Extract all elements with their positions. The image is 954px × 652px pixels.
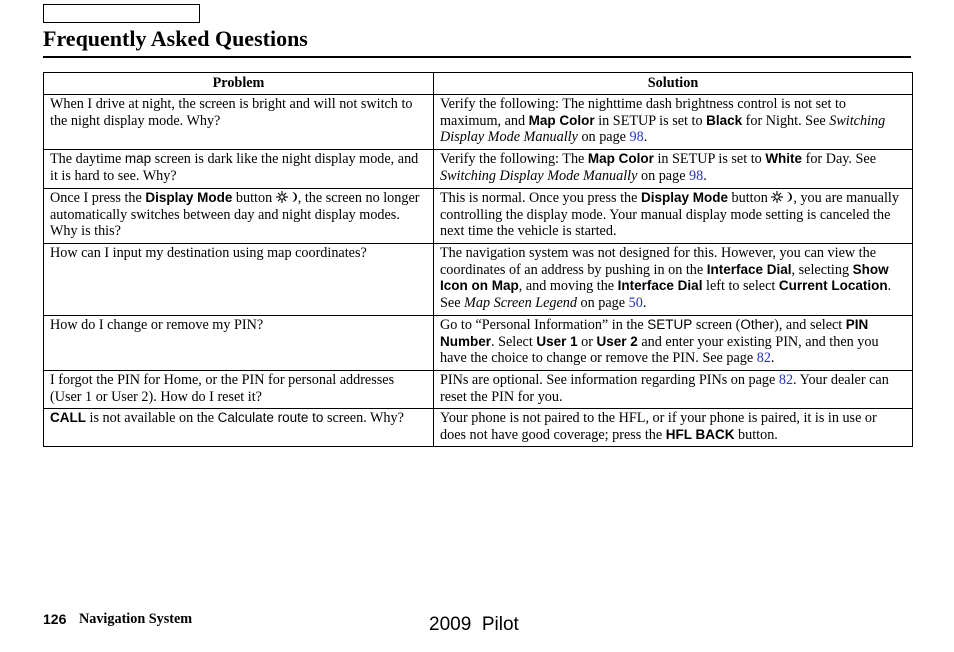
solution-text: on page — [577, 129, 630, 145]
ui-term: Calculate route to — [217, 410, 324, 425]
solution-text: for Night. See — [742, 112, 830, 129]
ui-term: Map Color — [528, 112, 595, 128]
footer-section-name: Navigation System — [79, 611, 193, 627]
problem-text: button — [232, 190, 276, 206]
ui-term: Display Mode — [640, 190, 728, 205]
ui-term: SETUP — [647, 317, 693, 332]
ui-term: Interface Dial — [706, 261, 792, 277]
table-row — [44, 409, 913, 447]
ui-term: Other — [740, 317, 775, 332]
ui-term: User 1 — [536, 333, 578, 349]
header-tab-box — [43, 4, 200, 23]
problem-text: The daytime — [50, 151, 125, 167]
problem-text: is not available on the — [86, 410, 218, 426]
solution-text: Verify the following: The — [440, 151, 588, 167]
page-number: 126 — [43, 611, 67, 627]
ui-term: White — [765, 151, 803, 166]
solution-text: for Day. See — [802, 151, 876, 167]
problem-text: , the screen no longer automatically switches between day and night display modes. Why is this? — [50, 190, 420, 239]
problem-cell — [44, 316, 434, 371]
problem-text: How do I change or remove my PIN? — [50, 317, 264, 333]
solution-cell — [434, 150, 913, 189]
problem-cell — [44, 189, 434, 244]
solution-text: on page — [637, 167, 690, 184]
solution-text: screen ( — [692, 317, 741, 333]
problem-text: When I drive at night, the screen is bright and will not switch to the night display mode. Why? — [50, 96, 413, 129]
solution-text: This is normal. Once you press the — [440, 190, 641, 206]
solution-text: button — [727, 190, 772, 206]
solution-cell — [434, 95, 913, 150]
solution-cell — [434, 316, 913, 371]
problem-text: screen. Why? — [323, 410, 404, 426]
table-row — [44, 189, 913, 244]
table-row — [44, 95, 913, 150]
section-reference: Map Screen Legend — [464, 294, 577, 311]
ui-term: Interface Dial — [617, 278, 703, 293]
footer-model-name: 2009 Pilot — [429, 614, 519, 635]
solution-cell — [434, 189, 913, 244]
ui-term: CALL — [50, 410, 86, 425]
solution-cell — [434, 371, 913, 409]
solution-text: , you are manually controlling the display mode. Your manual display mode setting is canceled the next time the vehicle is started. — [440, 190, 899, 239]
page-title: Frequently Asked Questions — [43, 26, 308, 51]
solution-text: . — [642, 294, 647, 311]
problem-text: How can I input my destination using map coordinates? — [50, 245, 367, 261]
table-row — [44, 244, 913, 316]
solution-text: in SETUP is set to — [594, 112, 707, 129]
ui-term: Display Mode — [145, 190, 233, 205]
problem-text: I forgot the PIN for Home, or the PIN for personal addresses (User 1 or User 2). How do I reset it? — [50, 372, 395, 405]
sun-moon-icon — [771, 190, 793, 204]
problem-cell — [44, 371, 434, 409]
solution-cell — [434, 244, 913, 316]
faq-table — [43, 72, 913, 447]
solution-text: Go to “Personal Information” in the — [440, 317, 648, 333]
page-link[interactable]: 82 — [778, 372, 794, 388]
solution-text: in SETUP is set to — [653, 151, 766, 167]
table-row — [44, 150, 913, 189]
solution-text: , selecting — [791, 261, 853, 278]
problem-cell — [44, 244, 434, 316]
table-header-row — [44, 73, 913, 95]
solution-text: PINs are optional. See information regarding PINs on page — [440, 372, 779, 388]
solution-text: Your phone is not paired to the HFL, or if your phone is paired, it is in use or does not have good coverage; press the — [440, 410, 877, 443]
column-header-problem: Problem — [44, 73, 434, 95]
solution-text: . — [703, 167, 707, 184]
section-reference: Switching Display Mode Manually — [440, 167, 638, 184]
table-row — [44, 371, 913, 409]
solution-text: and enter your existing PIN, and then you have the choice to change or remove the PIN. See page — [440, 333, 879, 366]
problem-text: screen is dark like the night display mode, and it is hard to see. Why? — [50, 151, 419, 184]
problem-cell — [44, 150, 434, 189]
ui-term: Black — [706, 112, 743, 128]
solution-text: . — [770, 350, 775, 366]
page-link[interactable]: 82 — [756, 350, 771, 366]
ui-term: HFL BACK — [665, 426, 735, 442]
section-reference: Switching Display Mode Manually — [440, 112, 886, 145]
page-link[interactable]: 98 — [629, 129, 644, 145]
ui-term: Show Icon on Map — [440, 261, 889, 293]
solution-text: ), and select — [774, 317, 846, 333]
ui-term: Map Color — [587, 151, 654, 166]
sun-moon-icon — [276, 190, 298, 204]
ui-term: User 2 — [596, 333, 638, 349]
problem-cell — [44, 409, 434, 447]
ui-term: Current Location — [778, 278, 888, 293]
solution-cell — [434, 409, 913, 447]
solution-text: Verify the following: The nighttime dash brightness control is not set to maximum, and — [440, 96, 846, 129]
solution-text: on page — [577, 294, 629, 311]
ui-term: PIN Number — [440, 317, 869, 349]
solution-text: or — [577, 333, 597, 350]
solution-text: . — [643, 129, 648, 145]
column-header-solution: Solution — [434, 73, 913, 95]
page-link[interactable]: 98 — [689, 167, 704, 184]
solution-text: . Your dealer can reset the PIN for you. — [440, 372, 889, 405]
problem-cell — [44, 95, 434, 150]
solution-text: The navigation system was not designed for this. However, you can view the coordinates of an address by pushing in on the — [440, 245, 876, 278]
title-rule — [43, 56, 911, 58]
table-row — [44, 316, 913, 371]
solution-text: left to select — [702, 278, 779, 294]
solution-text: button. — [734, 426, 778, 443]
solution-text: . Select — [491, 333, 537, 350]
problem-text: Once I press the — [50, 190, 146, 206]
page-link[interactable]: 50 — [628, 294, 643, 311]
ui-term: map — [124, 151, 152, 166]
solution-text: . See — [440, 278, 892, 311]
solution-text: , and moving the — [518, 278, 618, 294]
